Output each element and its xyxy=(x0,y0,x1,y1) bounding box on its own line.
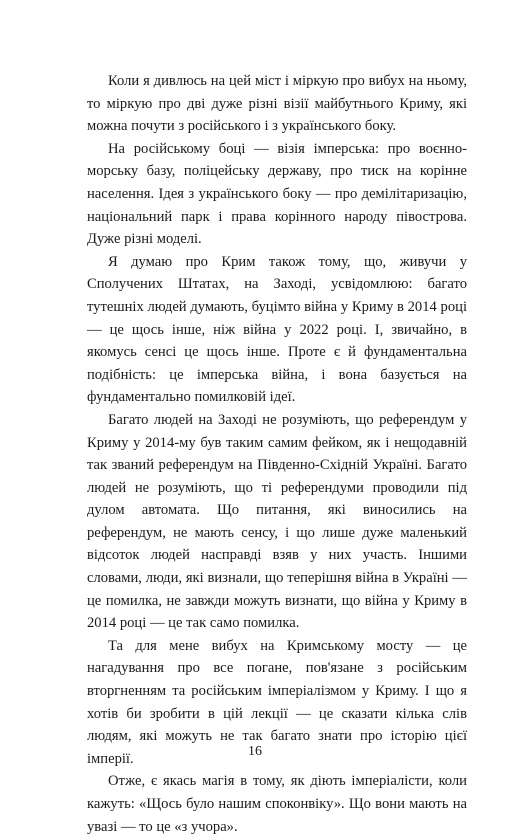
body-text xyxy=(87,70,467,838)
paragraph: Та для мене вибух на Кримському мосту — це нагадування про все погане, пов'язане з російським вторгненням та російським імперіалізмом у Криму. І що я хотів би зробити в цій лекції — це сказати кілька слів людям, які можуть не так багато знати про історію цієї імперії. xyxy=(87,637,467,767)
paragraph: Я думаю про Крим також тому, що, живучи у Сполучених Штатах, на Заході, усвідомлюю: багато тутешніх людей думають, буцімто війна у Криму в 2014 році — це щось інше, ніж війна у 2022 році. І, звичайно, в якомусь сенсі це щось інше. Проте є й фундаментальна подібність: це імперська війна, і вона базується на фундаментально помилковій ідеї. xyxy=(87,253,467,406)
paragraph: Багато людей на Заході не розуміють, що референдум у Криму у 2014-му був таким самим фейком, як і нещодавній так званий референдум на Південно-Східній Україні. Багато людей не розуміють, що ті референдуми проводили під дулом автомата. Що питання, які виносились на референдум, не мають сенсу, і що лише дуже маленький відсоток людей насправді взяв у них участь. Іншими словами, люди, які визнали, що теперішня війна в Україні — це помилка, не завжди можуть визнати, що війна у Криму в 2014 році — це так само помилка. xyxy=(87,411,467,632)
page-number: 16 xyxy=(248,744,262,759)
paragraph: Коли я дивлюсь на цей міст і міркую про вибух на ньому, то міркую про дві дуже різні візії майбутнього Криму, які можна почути з російського і з українського боку. xyxy=(87,73,467,135)
paragraph: На російському боці — візія імперська: про воєнно-морську базу, поліцейську державу, про тиск на корінне населення. Ідея з українського боку — про демілітаризацію, національний парк і права корінного народу півострова. Дуже різні моделі. xyxy=(87,140,467,248)
paragraph: Отже, є якась магія в тому, як діють імперіалісти, коли кажуть: «Щось було нашим споконвіку». Що вони мають на увазі — то це «з учора». xyxy=(87,773,467,835)
